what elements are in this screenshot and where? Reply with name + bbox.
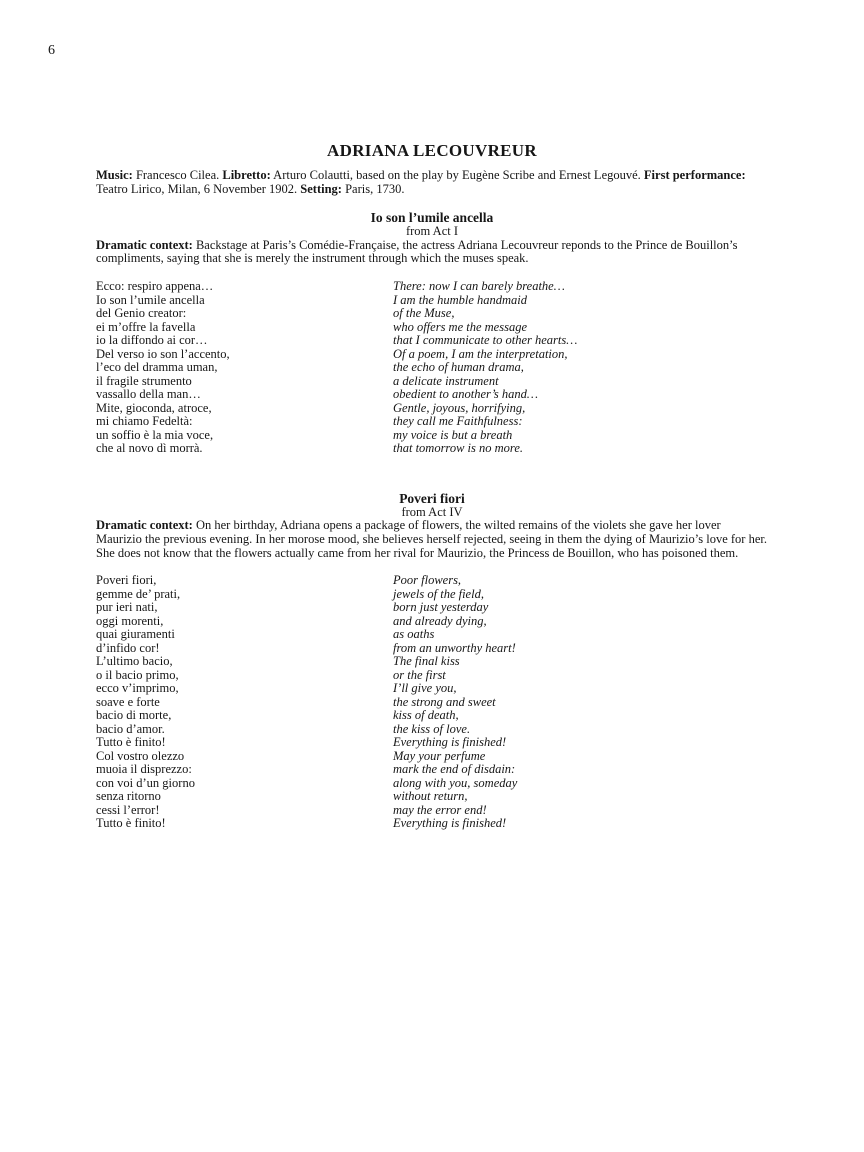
- poem-line-italian: muoia il disprezzo:: [96, 762, 192, 777]
- poem-line-italian: Mite, gioconda, atroce,: [96, 400, 212, 415]
- arias-container: [96, 211, 768, 831]
- poem-line-translation: may the error end!: [393, 802, 487, 817]
- credits-label: Music:: [96, 168, 133, 182]
- poem-line-translation: Of a poem, I am the interpretation,: [393, 346, 568, 361]
- poem-line-translation: born just yesterday: [393, 600, 489, 615]
- poem-line-italian: Tutto è finito!: [96, 816, 166, 831]
- poem-line-translation: or the first: [393, 667, 446, 682]
- poem-line-translation: obedient to another’s hand…: [393, 387, 539, 402]
- poem-line-italian: bacio di morte,: [96, 708, 172, 723]
- poem-line-translation: they call me Faithfulness:: [393, 414, 523, 429]
- poem-line-italian: oggi morenti,: [96, 613, 164, 628]
- poem-line-italian: senza ritorno: [96, 789, 161, 804]
- poem-line-italian: bacio d’amor.: [96, 721, 165, 736]
- credits-text: Arturo Colautti, based on the play by Eugène Scribe and Ernest Legouvé.: [270, 168, 644, 182]
- poem-italian-column: [96, 574, 393, 831]
- aria-section: [96, 211, 768, 456]
- poem-line-translation: a delicate instrument: [393, 373, 499, 388]
- aria-section: [96, 492, 768, 831]
- dramatic-context-label: Dramatic context:: [96, 237, 193, 252]
- poem-line-translation: I’ll give you,: [393, 681, 457, 696]
- poem-line-translation: that tomorrow is no more.: [393, 441, 523, 456]
- poem-line-italian: o il bacio primo,: [96, 667, 179, 682]
- poem-line-italian: pur ieri nati,: [96, 600, 158, 615]
- poem-line-translation: from an unworthy heart!: [393, 640, 516, 655]
- credits-label: Setting:: [300, 181, 342, 196]
- credits-text: Paris, 1730.: [341, 181, 405, 196]
- poem: [96, 280, 768, 456]
- poem-line-italian: ei m’offre la favella: [96, 319, 196, 334]
- aria-title: Poveri fiori: [399, 490, 465, 506]
- poem-line-italian: il fragile strumento: [96, 373, 192, 388]
- poem-line-translation: Gentle, joyous, horrifying,: [393, 400, 526, 415]
- aria-act: from Act IV: [401, 504, 463, 519]
- poem-line-translation: Poor flowers,: [393, 573, 462, 588]
- dramatic-context-text: Backstage at Paris’s Comédie-Française, the actress Adriana Lecouvreur reponds to the Prince de Bouillon’s compliments, saying that she is merely the instrument through which the muses speak.: [96, 237, 738, 266]
- poem-line-italian: gemme de’ prati,: [96, 586, 181, 601]
- page-number: 6: [48, 43, 55, 58]
- poem-line-italian: con voi d’un giorno: [96, 775, 195, 790]
- credits-text: Francesco Cilea.: [132, 168, 223, 182]
- poem-line-italian: Io son l’umile ancella: [96, 292, 205, 307]
- poem-line-translation: without return,: [393, 789, 468, 804]
- poem-line-translation: of the Muse,: [393, 306, 455, 321]
- page-content: [96, 0, 768, 831]
- poem-line-translation: There: now I can barely breathe…: [393, 279, 565, 294]
- poem-line-translation: and already dying,: [393, 613, 487, 628]
- poem-line-translation: The final kiss: [393, 654, 460, 669]
- poem-line-translation: I am the humble handmaid: [393, 292, 528, 307]
- poem-line-translation: May your perfume: [393, 748, 486, 763]
- poem-line-translation: along with you, someday: [393, 775, 518, 790]
- poem-line-italian: vassallo della man…: [96, 387, 201, 402]
- aria-title: Io son l’umile ancella: [370, 210, 494, 225]
- poem-line-italian: del Genio creator:: [96, 306, 187, 321]
- poem-line-translation: who offers me the message: [393, 319, 528, 334]
- poem-line-italian: soave e forte: [96, 694, 160, 709]
- poem-line-italian: Tutto è finito!: [96, 735, 166, 750]
- poem-line-italian: un soffio è la mia voce,: [96, 427, 214, 442]
- credits-text: Teatro Lirico, Milan, 6 November 1902.: [96, 181, 301, 196]
- poem-line-italian: Del verso io son l’accento,: [96, 346, 230, 361]
- dramatic-context: [96, 239, 768, 267]
- poem-line-translation: Everything is finished!: [393, 735, 507, 750]
- poem-line-translation: the strong and sweet: [393, 694, 496, 709]
- page-title: ADRIANA LECOUVREUR: [327, 141, 537, 160]
- poem-line-italian: io la diffondo ai cor…: [96, 333, 208, 348]
- dramatic-context-text: On her birthday, Adriana opens a package of flowers, the wilted remains of the violets she gave her lover Maurizio the previous evening. In her morose mood, she believes herself rejected, seeing in them the dying of Maurizio’s love for her. She does not know that the flowers actually came from her rival for Maurizio, the Princess de Bouillon, who has poisoned them.: [96, 518, 767, 560]
- poem-line-italian: Poveri fiori,: [96, 573, 157, 588]
- poem-line-translation: as oaths: [393, 627, 435, 642]
- poem-line-italian: Ecco: respiro appena…: [96, 279, 214, 294]
- poem-line-italian: L’ultimo bacio,: [96, 654, 173, 669]
- poem-line-translation: Everything is finished!: [393, 816, 507, 831]
- poem: [96, 574, 768, 831]
- poem-line-translation: the echo of human drama,: [393, 360, 524, 375]
- poem-line-translation: mark the end of disdain:: [393, 762, 516, 777]
- poem-line-italian: cessi l’error!: [96, 802, 160, 817]
- dramatic-context: [96, 519, 768, 560]
- poem-line-italian: ecco v’imprimo,: [96, 681, 179, 696]
- credits-label: Libretto:: [222, 168, 271, 182]
- poem-translation-column: [393, 574, 768, 831]
- poem-line-translation: kiss of death,: [393, 708, 459, 723]
- poem-line-italian: quai giuramenti: [96, 627, 175, 642]
- poem-italian-column: [96, 280, 393, 456]
- poem-line-italian: d’infido cor!: [96, 640, 160, 655]
- dramatic-context-label: Dramatic context:: [96, 518, 193, 533]
- credits-label: First performance:: [643, 168, 746, 182]
- aria-act: from Act I: [405, 224, 459, 238]
- poem-line-italian: l’eco del dramma uman,: [96, 360, 218, 375]
- poem-line-translation: that I communicate to other hearts…: [393, 333, 578, 348]
- poem-line-italian: Col vostro olezzo: [96, 748, 185, 763]
- poem-line-italian: mi chiamo Fedeltà:: [96, 414, 193, 429]
- poem-translation-column: [393, 280, 768, 456]
- poem-line-translation: the kiss of love.: [393, 721, 471, 736]
- poem-line-translation: jewels of the field,: [393, 586, 484, 601]
- poem-line-italian: che al novo dì morrà.: [96, 441, 203, 456]
- poem-line-translation: my voice is but a breath: [393, 427, 513, 442]
- credits: [96, 169, 768, 196]
